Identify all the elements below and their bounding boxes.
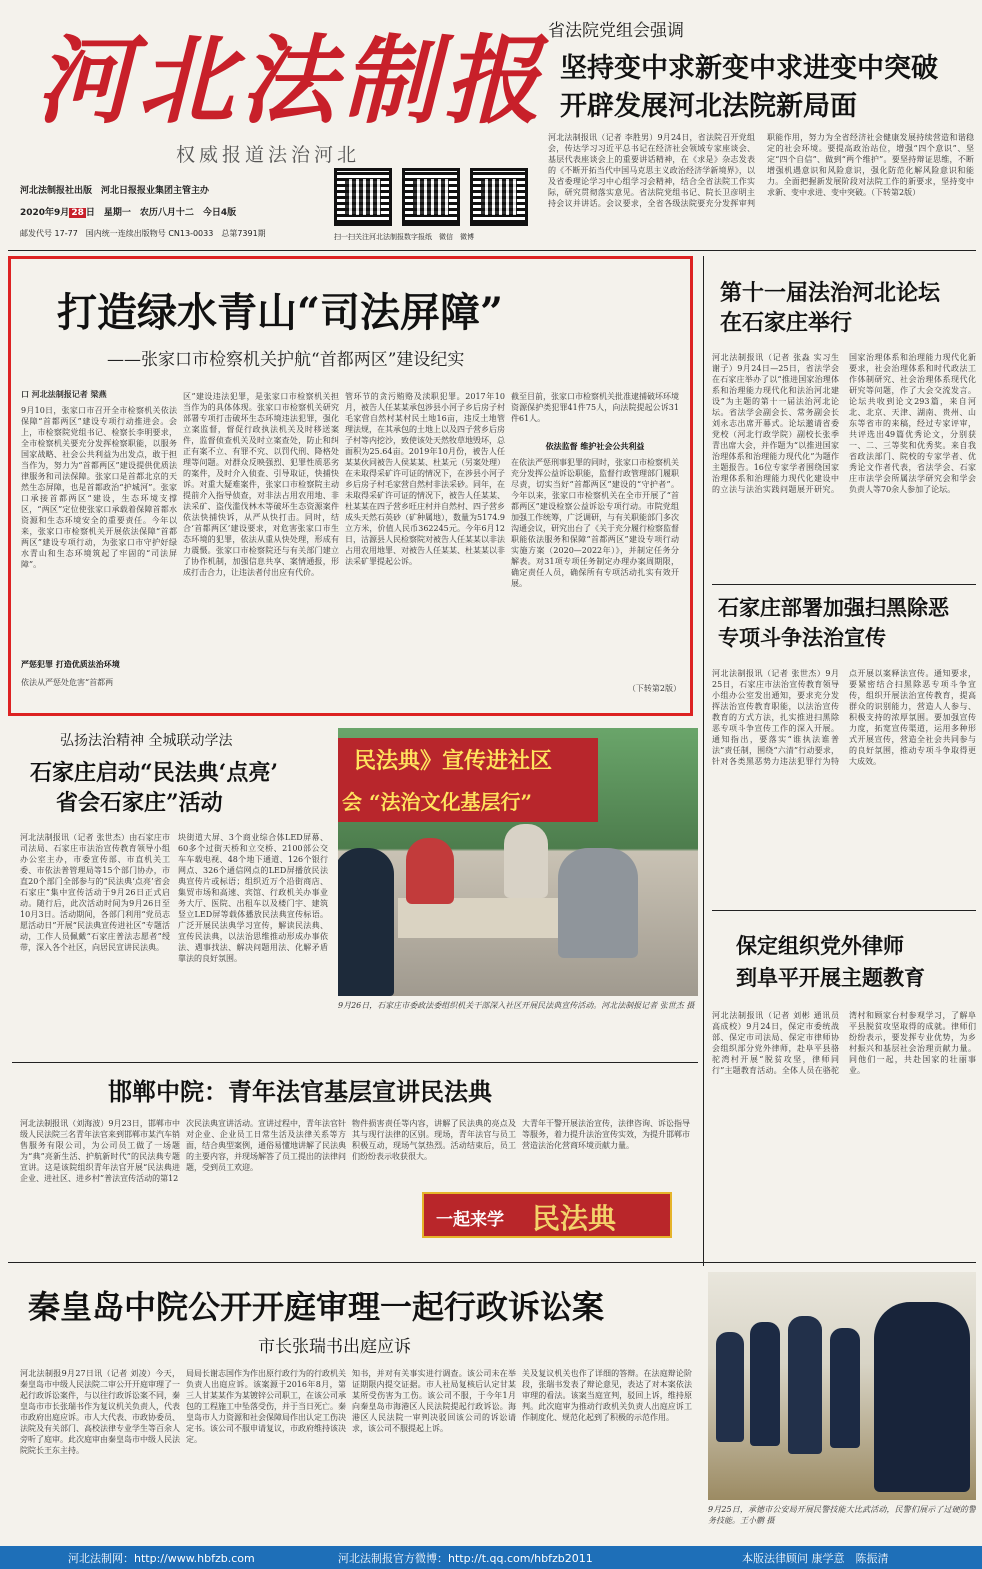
feature-byline: 口 河北法制报记者 梁燕	[21, 389, 107, 399]
continued-note: （下转第2版）	[627, 684, 681, 693]
photo-person	[406, 838, 454, 904]
photo-officer	[874, 1302, 970, 1492]
footer-editors: 本版法律顾问 康学意 陈振清	[742, 1552, 889, 1565]
civil-code-col1: 河北法制报讯（记者 张世杰）由石家庄市司法局、石家庄市法治宣传教育领导小组办公室主办，市委宣传部、市直机关工委、市依法普管理局等15个部门协办，市直20个部门全部参与的“民法典‘点亮’省会石家庄”集中宣传活动于9月26日正式启动。随行后，此次活动时间为9月26日至10月3日。活动期间，各部门利用“党员志愿活动日”开展“民法典宣传进社区”专题活动，工作人员佩戴“石家庄普法志愿者”绶带，深入各个社区，向居民宣讲民法典。	[20, 833, 170, 952]
top-story-kicker: 省法院党组会强调	[548, 21, 684, 41]
feature-subhead: ——张家口市检察机关护航“首都两区”建设纪实	[107, 350, 465, 370]
forum-story	[712, 268, 976, 580]
forum-headline-2: 在石家庄举行	[720, 310, 853, 336]
top-story	[548, 8, 976, 248]
feature-col1: 9月10日，张家口市召开全市检察机关依法保障“首都两区”建设专项行动推进会。会上，市检察院党组书记、检察长李明要求，全市检察机关要充分发挥检察职能，以服务国家战略、社会公共利益为出发点，敢于担当作为，努力为“首都两区”建设提供优质法律服务和司法保障。张家口是首都北京的天然生态屏障，也是首都政治“护城河”。张家口承接首都两区“建设，生态环境支撑区，“两区”定位使张家口承载着保障首都水资源和生态环境安全的重要责任。今年以来，张家口市检察机关开展依法保障“首都两区”建设专项行动，为张家口市守护好绿水青山和生态环境筑起了牢固的“司法屏障”。	[21, 406, 177, 569]
photo-person	[338, 848, 394, 996]
badge-main: 民法典	[532, 1202, 617, 1235]
photo-person	[504, 824, 548, 898]
date-prefix: 2020年9月	[20, 208, 70, 218]
civil-code-story	[8, 724, 698, 1054]
feature-col4-tail: 在依法严惩刑事犯罪的同时，张家口市检察机关充分发挥公益诉讼职能，监督行政管理部门履职尽责，切实当好“首都两区”建设的“守护者”。今年以来，张家口市检察机关在全市开展了“首都两区”建设检察公益诉讼专项行动。市院党组加强工作统筹，广泛调研，与有关职能部门多次沟通会议，研究出台了《关于充分履行检察监督职能依法服务和保障“首都两区”建设专项行动实施方案（2020—2022年）》，并制定任务分解表。对31项专项任务制定办理办案周期限，确定责任人员，确保所有专项活动扎实有效开展。	[511, 458, 679, 588]
feature-col1-tail: 依法从严惩处危害“首都两	[21, 678, 114, 687]
handan-col2: 次民法典宣讲活动。宣讲过程中，青年法官针对企业、企业员工日常生活及法律关系等方面，结合典型案例，通俗易懂地讲解了民法典的主要内容，并现场解答了员工提出的法律问题，受到员工欢迎。	[186, 1119, 346, 1172]
date-suffix: 日 星期一 农历八月十二 今日4版	[85, 208, 237, 218]
qinhuangdao-headline: 秦皇岛中院公开开庭审理一起行政诉讼案	[28, 1288, 605, 1326]
handan-col1: 河北法制报讯（刘海波）9月23日，邯郸市中级人民法院三名青年法官来到邯郸市某汽车销售服务有限公司，为公司员工做了一场题为“典”亮新生活、护航新时代”的民法典专题宣讲。这是该院组织青年法官开展“民法典进企业、进社区、进乡村”普法宣传活动的第12	[20, 1119, 180, 1183]
handan-story	[8, 1066, 698, 1252]
footer-bar	[0, 1546, 982, 1569]
feature-col4-subhead: 依法监督 维护社会公共利益	[545, 441, 645, 451]
forum-body: 河北法制报讯（记者 张淼 实习生 谢子）9月24日—25日，省法学会在石家庄举办了以“推进国家治理体系和治理能力现代化和法治河北建设”为主题的第十一届法治河北论坛。省法学会副会长、常务副会长刘永志出席开幕式。论坛邀请省委党校（河北行政学院）副校长张季青出席大会，并作题为“以推进国家治理体系和治理能力现代化”为题作主题报告。16位专家学者围绕国家治理体系和治理能力现代化建设中的立法与法治实践问题展开研究。国家治理体系和治理能力现代化新要求，社会治理体系和时代政法工作体制研究、社会治理体系现代化研究等问题，作了大会交流发言。论坛共收到论文293篇，来自河北、北京、天津、湖南、贵州、山东等省市的来稿，经过专家评审，共评选出49篇优秀论文，分别获一、二、三等奖和优秀奖。来自我省政法部门、院校的专家学者、优秀论文作者代表，省法学会、石家庄市法学会所属法学研究会和学会负责人等70余人参加了论坛。	[712, 353, 976, 494]
photo-person	[558, 848, 638, 958]
lawyers-story	[712, 916, 976, 1266]
photo-banner-text-2: 会 “法治文化基层行”	[342, 790, 532, 814]
footer-weibo[interactable]: 河北法制报官方微博：http://t.qq.com/hbfzb2011	[338, 1552, 593, 1565]
civil-code-photo	[338, 728, 698, 996]
feature-headline: 打造绿水青山“司法屏障”	[57, 289, 504, 336]
qinhuangdao-subhead: 市长张瑞书出庭应诉	[258, 1337, 411, 1357]
qr-code-icon	[402, 168, 460, 226]
feature-col4: 截至目前，张家口市检察机关批准逮捕破坏环境资源保护类犯罪41件75人，向法院提起公诉31件61人。	[511, 392, 679, 423]
lawyers-headline-1: 保定组织党外律师	[736, 933, 904, 958]
publication-codes: 邮发代号 17-77 国内统一连续出版物号 CN13-0033 总第7391期	[20, 229, 266, 238]
publisher-line: 河北法制报社出版 河北日报报业集团主管主办	[20, 186, 210, 196]
police-photo	[708, 1272, 976, 1500]
civil-code-photo-caption: 9月26日，石家庄市委政法委组织机关干部深入社区开展民法典宣传活动。河北法制报记者 张世杰 摄	[338, 1001, 695, 1010]
badge-prefix: 一起来学	[436, 1210, 504, 1230]
qinhuangdao-col2: 局局长谢志国作为作出原行政行为的行政机关负责人出庭应诉。该案源于2016年8月，第三人甘某某作为某镀锌公司职工，在该公司承包的工程施工中坠落受伤，并于当日死亡。秦皇岛市人力资源和社会保障局作出认定工伤决定书。该公司不服申请复议，市政府维持该决定。	[186, 1369, 346, 1444]
feature-col2: 区”建设违法犯罪，是张家口市检察机关担当作为的具体体现。张家口市检察机关研究部署专项打击破坏生态环境违法犯罪，强化立案监督，督促行政执法机关及时移送案件，监督侦查机关及时立案查处，防止和纠正有案不立、有罪不究、以罚代刑、降格处理等问题。对群众反映强烈、犯罪性质恶劣的案件，及时介入侦查、引导取证，快捕快诉。对重大疑难案件，张家口市检察院主动提前介入指导侦查，对非法占用农用地、非法采矿、盗伐滥伐林木等破坏生态资源案件依法快捕快诉，从严从快打击。同时，结合‘首都两区’建设要求，对危害张家口市生态环境的犯罪，依法从重从快处理，形成有力震慑。张家口市检察院还与有关部门建立了协作机制，加强信息共享、案情通报，形成打击合力，让违法者付出应有代价。	[183, 392, 339, 577]
civil-code-col2: 块街道大屏、3个商业综合体LED屏幕、60多个过街天桥和立交桥、2100部公交车车载电视、48个地下通道、126个银行网点、326个通信网点的LED屏播放民法典宣传片或标语；组织近万个沿街商店、集贸市场和高速、宾馆、行政机关办事业务大厅、医院、出租车以及楼门宇、建筑竖立LED屏等载体播放民法典宣传标语。广泛开展民法典学习宣传，解读民法典、宣传民法典，以法治思维推动形成办事依法、遇事找法、解决问题用法、化解矛盾靠法的良好氛围。	[178, 833, 328, 963]
qr-code-icon	[334, 168, 392, 226]
lawyers-headline-2: 到阜平开展主题教育	[736, 965, 925, 990]
qr-caption: 扫一扫关注河北法制报数字报纸 微信 微博	[334, 233, 474, 241]
police-photo-caption: 9月25日，承德市公安局开展民警技能大比武活动，民警们展示了过硬的警务技能。王小鹏 摄	[708, 1505, 976, 1525]
civil-code-badge	[422, 1192, 672, 1238]
qinhuangdao-col3: 知书，并对有关事实进行调查。该公司未在举证期限内提交证据。市人社局复核后认定甘某某所受伤害为工伤。该公司不服，于今年1月向秦皇岛市海港区人民法院提起行政诉讼。海港区人民法院一审判决驳回该公司的诉讼请求，该公司不服提起上诉。	[352, 1369, 516, 1433]
sweep-headline-1: 石家庄部署加强扫黑除恶	[718, 595, 949, 620]
civil-code-kicker: 弘扬法治精神 全城联动学法	[60, 733, 233, 749]
forum-headline-1: 第十一届法治河北论坛	[720, 280, 941, 306]
civil-code-headline-1: 石家庄启动“民法典‘点亮’	[30, 760, 278, 786]
photo-officer	[716, 1332, 744, 1442]
photo-officer	[750, 1322, 780, 1446]
footer-website[interactable]: 河北法制网：http://www.hbfzb.com	[68, 1552, 255, 1565]
masthead-slogan: 权威报道法治河北	[176, 144, 361, 166]
top-story-body: 河北法制报讯（记者 李胜男）9月24日，省法院召开党组会，传达学习习近平总书记在经济社会领域专家座谈会、基层代表座谈会上的重要讲话精神，在《求是》杂志发表的《不断开拓当代中国马克思主义政治经济学新境界》，以及省委理论学习中心组学习会精神，结合全省法院工作实际，研究贯彻落实意见。省法院党组书记、院长卫彦明主持会议并讲话。会议要求，全省各级法院要充分发挥审判职能作用，努力为全省经济社会健康发展持续营造和谐稳定的社会环境。要提高政治站位，增强“四个意识”、坚定“四个自信”、做到“两个维护”。要坚持辩证思维，不断增强机遇意识和风险意识，强化防范化解风险意识和能力。全面把握新发展阶段对法院工作的新要求，坚持变中求新、变中求进、变中突破。（下转第2版）	[548, 133, 974, 208]
civil-code-headline-2: 省会石家庄”活动	[56, 790, 223, 816]
feature-col3: 管环节的贪污贿赂及渎职犯罪。2017年10月，被告人任某某承包涉县小河子乡后房子村毛家营自然村某村民土地16亩，违反土地管理法规，在其承包的土地上以及四子营乡后房子村等内挖沙，致使该处天然牧草地毁坏，总面积为25.64亩。2019年10月份，被告人任某某伙同被告人侯某某、杜某元（另案处理）在未取得采矿许可证的情况下，在涉县小河子乡后房子村毛家营自然村非法采砂。同年，在未取得采矿许可证的情况下，被告人任某某、杜某某在四子营乡旺庄村并自然村、四子营乡成头天然石英砂（矿种属地），数量为5174.9立方米，价值人民币362245元。今年6月12日，沽源县人民检察院对被告人任某某以非法占用农用地罪、对被告人任某某、杜某某以非法采矿罪提起公诉。	[345, 392, 505, 566]
handan-col4: 大青年干警开展法治宣传，法律咨询、诉讼指导等服务，着力提升法治宣传实效，为提升邯郸市营造法治化营商环境贡献力量。	[522, 1119, 690, 1150]
photo-banner-text: 民法典》宣传进社区	[354, 748, 553, 774]
sweep-story	[712, 590, 976, 904]
sweep-headline-2: 专项斗争法治宣传	[718, 625, 886, 650]
photo-officer	[788, 1316, 822, 1454]
issue-date	[20, 205, 236, 218]
handan-headline: 邯郸中院：青年法官基层宣讲民法典	[108, 1077, 492, 1106]
photo-officer	[830, 1328, 860, 1448]
feature-col1-subhead: 严惩犯罪 打造优质法治环境	[21, 659, 120, 669]
top-story-headline-2: 开辟发展河北法院新局面	[560, 91, 857, 122]
qr-code-icon	[470, 168, 528, 226]
handan-col3: 物件损害责任等内容，讲解了民法典的亮点及其与现行法律的区别。现场，青年法官与员工积极互动，现场气氛热烈。活动结束后，员工们纷纷表示收获很大。	[352, 1119, 516, 1161]
newspaper-logo: 河北法制报	[36, 24, 546, 137]
lawyers-body: 河北法制报讯（记者 刘彬 通讯员 高成校）9月24日，保定市委统战部、保定市司法局、保定市律师协会组织部分党外律师，赴阜平县骆驼湾村开展“脱贫攻坚，律师同行”主题教育活动。全体人员在骆驼湾村和顾家台村参观学习，了解阜平县脱贫攻坚取得的成就。律师们纷纷表示，要发挥专业优势，为乡村振兴和基层社会治理贡献力量。同他们一起，共赴国家的壮丽事业。	[712, 1011, 976, 1075]
qinhuangdao-col1: 河北法制报9月27日讯（记者 刘凌）今天，秦皇岛市中级人民法院二审公开开庭审理了一起行政诉讼案件，与以往行政诉讼案不同，秦皇岛市市长张瑞书作为复议机关负责人，代表市政府出庭应诉。市人大代表、市政协委员、法院及有关部门、高校法律专业学生等百余人旁听了庭审。此次庭审由秦皇岛市中级人民法院院长王东主持。	[20, 1369, 180, 1455]
qinhuangdao-col4: 关及复议机关也作了详细的答辩。在法庭辩论阶段，张瑞书发表了辩论意见，表达了对本案依法审理的看法。该案当庭宣判，驳回上诉，维持原判。此次庭审为推动行政机关负责人出庭应诉工作制度化、规范化起到了积极的示范作用。	[522, 1369, 692, 1422]
qinhuangdao-story	[8, 1268, 700, 1538]
date-day: 28	[71, 208, 84, 218]
sweep-body: 河北法制报讯（记者 张世杰）9月25日，石家庄市法治宣传教育领导小组办公室发出通知，要求充分发挥法治宣传教育职能，以法治宣传教育的方式方法，扎实推进扫黑除恶专项斗争宣传工作的深入开展。通知指出，要落实“谁执法谁普法”责任制，围绕“六清”行动要求，针对各类黑恶势力违法犯罪行为特点开展以案释法宣传。通知要求，要紧密结合扫黑除恶专项斗争宣传，组织开展法治宣传教育，提高群众的识别能力，营造人人参与、积极支持的浓厚氛围。要加强宣传力度，拓宽宣传渠道，运用多种形式开展宣传，营造全社会共同参与的良好氛围，推动专项斗争取得更大成效。	[712, 669, 976, 766]
feature-story	[8, 256, 693, 716]
top-story-headline-1: 坚持变中求新变中求进变中突破	[560, 53, 938, 84]
